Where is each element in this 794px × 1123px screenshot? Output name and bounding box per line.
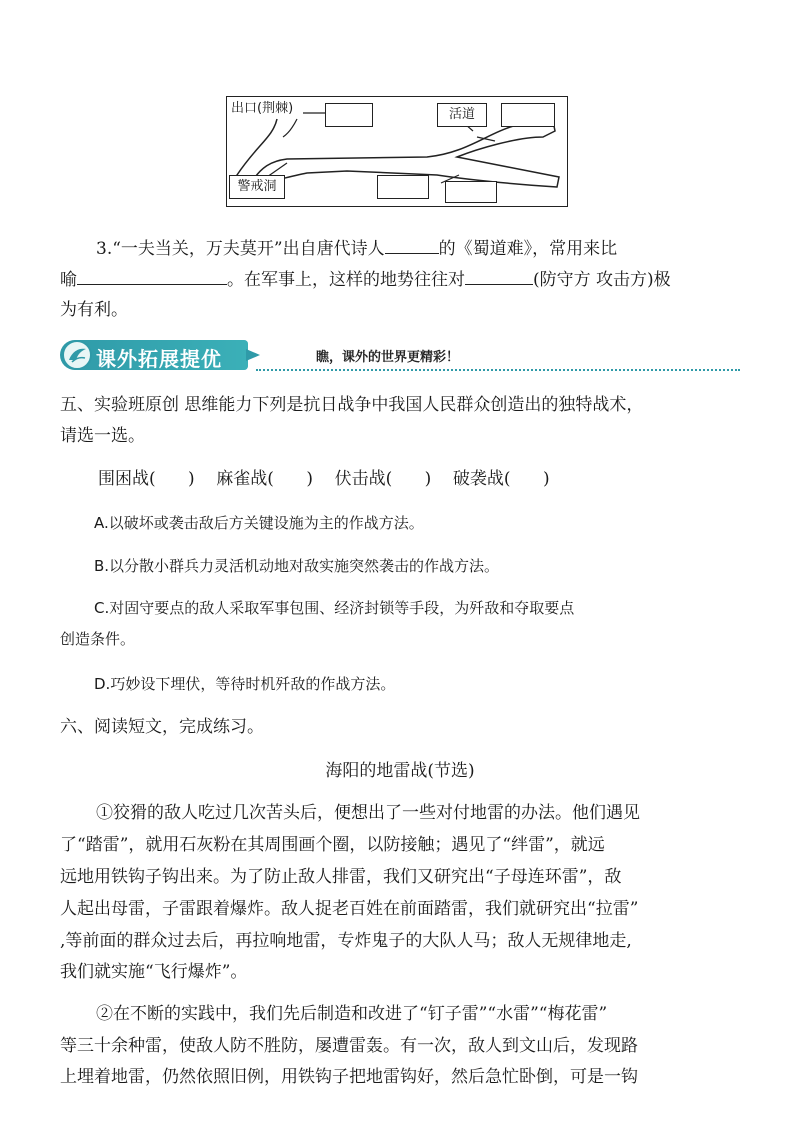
bird-logo-icon <box>62 340 92 370</box>
option-c-1: C.对固守要点的敌人采取军事包围、经济封锁等手段，为歼敌和夺取要点 <box>94 599 575 617</box>
banner-tail <box>246 349 260 361</box>
option-a: A.以破坏或袭击敌后方关键设施为主的作战方法。 <box>94 514 424 532</box>
article-title: 海阳的地雷战(节选) <box>325 761 475 781</box>
p1-line-1: ①狡猾的敌人吃过几次苦头后，便想出了一些对付地雷的办法。他们遇见 <box>96 803 640 823</box>
banner-rule <box>256 369 740 371</box>
q3-line-3: 为有利。 <box>60 300 128 320</box>
q3-text-2b: 。在军事上，这样的地势往往对 <box>227 270 465 290</box>
s5-line-1: 五、实验班原创 思维能力下列是抗日战争中我国人民群众创造出的独特战术， <box>60 395 644 415</box>
tactics-choices[interactable]: 围困战( ) 麻雀战( ) 伏击战( ) 破袭战( ) <box>98 469 550 489</box>
s6-heading: 六、阅读短文，完成练习。 <box>60 717 264 737</box>
s5-line-2: 请选一选。 <box>60 426 145 446</box>
answer-box-1[interactable] <box>325 103 373 127</box>
extension-banner <box>60 339 740 373</box>
option-d: D.巧妙设下埋伏，等待时机歼敌的作战方法。 <box>94 675 396 693</box>
p2-line-1: ②在不断的实践中，我们先后制造和改进了“钉子雷”“水雷”“梅花雷” <box>96 1004 608 1024</box>
air-passage-label: 活道 <box>437 103 487 127</box>
option-c-2: 创造条件。 <box>60 630 136 648</box>
exit-label: 出口(荆棘) <box>231 101 294 116</box>
p1-line-6: 我们就实施“飞行爆炸”。 <box>60 962 248 982</box>
tunnel-diagram <box>226 96 568 207</box>
p2-line-3: 上埋着地雷，仍然依照旧例，用铁钩子把地雷钩好，然后急忙卧倒，可是一钩 <box>60 1067 638 1087</box>
q3-text-2c: (防守方 攻击方)极 <box>533 270 671 290</box>
q3-line-1 <box>96 236 740 260</box>
banner-title: 课外拓展提优 <box>96 347 222 371</box>
guard-hole-label: 警戒洞 <box>229 175 285 199</box>
q3-text-1b: 的《蜀道难》，常用来比 <box>438 239 618 259</box>
poet-blank[interactable] <box>385 236 439 254</box>
p2-line-2: 等三十余种雷，使敌人防不胜防，屡遭雷轰。有一次，敌人到文山后，发现路 <box>60 1036 638 1056</box>
p1-line-4: 人起出母雷，子雷跟着爆炸。敌人捉老百姓在前面踏雷，我们就研究出“拉雷” <box>60 899 639 919</box>
option-b: B.以分散小群兵力灵活机动地对敌实施突然袭击的作战方法。 <box>94 557 500 575</box>
answer-box-4[interactable] <box>445 181 497 203</box>
metaphor-blank[interactable] <box>77 267 227 285</box>
p1-line-5: ,等前面的群众过去后，再拉响地雷，专炸鬼子的大队人马；敌人无规律地走, <box>60 931 632 951</box>
q3-line-2 <box>60 267 740 291</box>
exit-shaft <box>283 119 297 137</box>
p1-line-2: 了“踏雷”，就用石灰粉在其周围画个圈，以防接触；遇见了“绊雷”，就远 <box>60 835 605 855</box>
q3-text-2a: 喻 <box>60 270 77 290</box>
q3-text-1a: 3.“一夫当关，万夫莫开”出自唐代诗人 <box>96 239 385 259</box>
answer-box-3[interactable] <box>377 175 429 199</box>
answer-box-2[interactable] <box>501 103 555 127</box>
p1-line-3: 远地用铁钩子钩出来。为了防止敌人排雷，我们又研究出“子母连环雷”，敌 <box>60 867 622 887</box>
side-blank[interactable] <box>465 267 533 285</box>
banner-subtitle: 瞧，课外的世界更精彩！ <box>316 350 460 365</box>
